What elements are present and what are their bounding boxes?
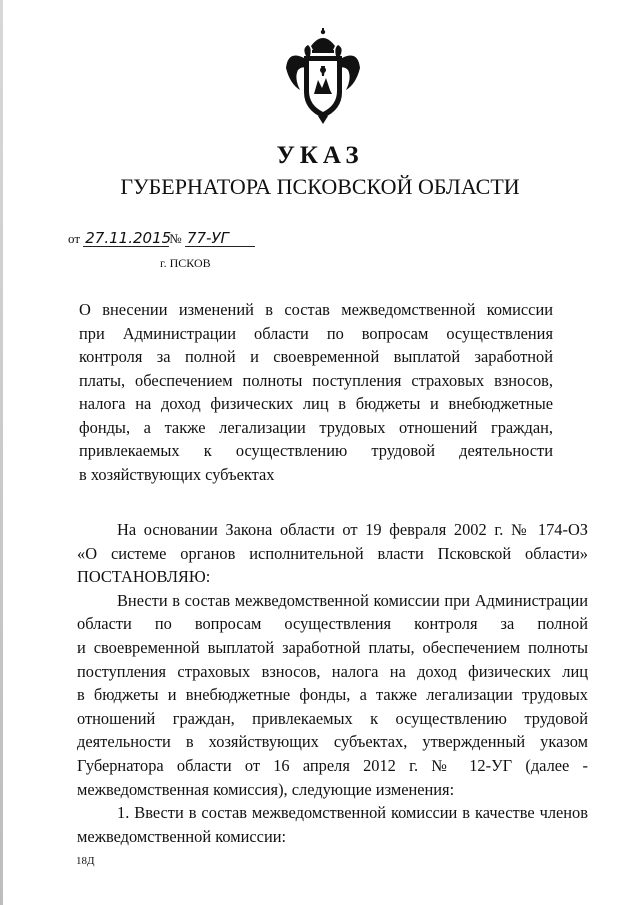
body-line: поступления страховых взносов, налога на доход физических лиц [77, 661, 588, 681]
body-line: межведомственная комиссия), следующие изменения: [77, 779, 455, 799]
issuer-title: ГУБЕРНАТОРА ПСКОВСКОЙ ОБЛАСТИ [120, 174, 520, 199]
body-line: ПОСТАНОВЛЯЮ: [77, 567, 211, 587]
decree-body [77, 518, 588, 848]
footer-code: 18Д [76, 855, 95, 867]
title-line: платы, обеспечением полноты поступления страховых взносов, [79, 370, 553, 390]
title-line: контроля за полной и своевременной выплатой заработной [79, 347, 553, 366]
eagle-right-wing [340, 56, 360, 90]
title-line: налога на доход физических лиц в бюджеты и внебюджетные [79, 394, 553, 413]
handwritten-number: 77-УГ [185, 230, 255, 247]
decree-title [79, 298, 553, 486]
eagle-left-wing [286, 56, 306, 90]
body-line: Внести в состав межведомственной комиссии при Администрации [117, 590, 588, 610]
city-label: г. ПСКОВ [160, 256, 211, 270]
coat-of-arms-icon [284, 28, 362, 124]
title-line: в хозяйствующих субъектах [79, 464, 275, 484]
date-number-line [68, 230, 255, 247]
body-line: в бюджеты и внебюджетные фонды, а также легализации трудовых [77, 685, 588, 705]
handwritten-date: 27.11.2015 [85, 229, 172, 247]
body-line: 1. Ввести в состав межведомственной комиссии в качестве членов [117, 803, 588, 823]
body-line: отношений граждан, привлекаемых к осуществлению трудовой [77, 708, 588, 728]
document-type: УКАЗ [276, 142, 364, 169]
page-edge [0, 0, 3, 905]
date-prefix: от [68, 231, 81, 246]
body-line: области по вопросам осуществления контроля за полной [77, 614, 588, 634]
body-line: деятельности в хозяйствующих субъектах, утвержденный указом [77, 732, 588, 752]
body-line: Губернатора области от 16 апреля 2012 г. № 12-УГ (далее - [77, 755, 588, 775]
number-prefix: № [169, 231, 182, 246]
title-line: фонды, а также легализации трудовых отношений граждан, [79, 417, 553, 437]
title-line: при Администрации области по вопросам осуществления [79, 323, 553, 343]
title-line: привлекаемых к осуществлению трудовой деятельности [79, 441, 553, 460]
crown-icon [311, 28, 335, 53]
body-line: «О системе органов исполнительной власти Псковской области» [77, 543, 588, 563]
body-line: На основании Закона области от 19 февраля 2002 г. № 174-ОЗ [117, 520, 588, 539]
title-line: О внесении изменений в состав межведомственной комиссии [79, 300, 553, 319]
body-line: межведомственной комиссии: [77, 826, 287, 846]
body-line: и своевременной выплатой заработной платы, обеспечением полноты [77, 637, 588, 657]
